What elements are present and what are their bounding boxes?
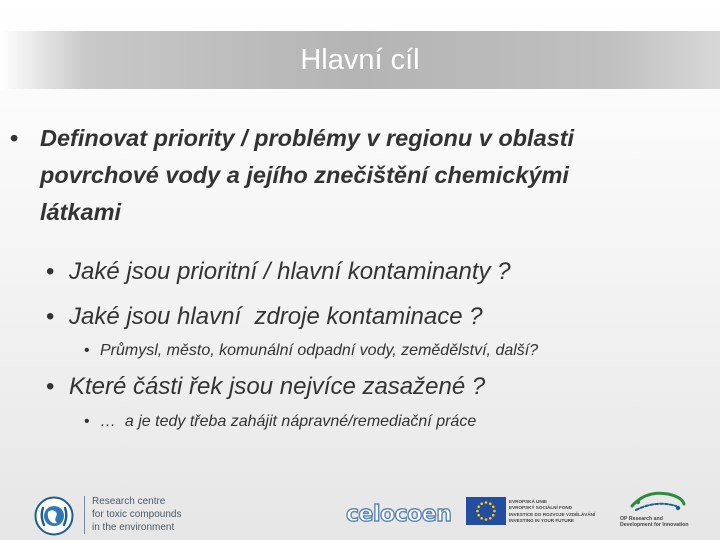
bullet-sub-3-text: Které části řek jsou nejvíce zasažené ? <box>69 373 486 400</box>
op-line-2: Development for Innovation <box>620 522 689 529</box>
bullet-dot: • <box>46 303 55 330</box>
celocoen-wordmark: celocoen <box>346 502 452 527</box>
eu-line-2: EVROPSKÝ SOCIÁLNÍ FOND <box>509 505 573 511</box>
bullet-dot: • <box>46 258 55 285</box>
eu-text <box>509 499 609 524</box>
recetox-divider <box>84 496 85 534</box>
bullet-main <box>10 120 650 231</box>
eu-line-3: INVESTICE DO ROZVOJE VZDĚLÁVÁNÍ <box>509 511 596 517</box>
recetox-globe-icon <box>34 496 74 536</box>
eu-logo <box>466 497 606 527</box>
bullet-dot: • <box>46 373 55 400</box>
celocoen-logo <box>346 500 452 530</box>
recetox-line-2: for toxic compounds <box>92 509 182 520</box>
recetox-logo <box>34 494 194 536</box>
bullet-sub-3-detail <box>84 411 476 433</box>
bullet-sub-2-detail-text: Průmysl, město, komunální odpadní vody, zemědělství, další? <box>100 342 539 359</box>
recetox-line-3: in the environment <box>92 522 175 533</box>
recetox-text <box>92 495 202 534</box>
eu-flag-icon <box>466 497 506 525</box>
bullet-sub-2 <box>46 302 483 332</box>
bullet-sub-3 <box>46 372 485 402</box>
recetox-line-1: Research centre <box>92 496 166 507</box>
bullet-dot: • <box>84 342 90 359</box>
bullet-sub-1-text: Jaké jsou prioritní / hlavní kontaminanty ? <box>69 258 511 285</box>
slide-title-text: Hlavní cíl <box>300 44 420 76</box>
bullet-main-text: Definovat priority / problémy v regionu v oblasti povrchové vody a jejího znečištění chemickými látkami <box>40 125 575 225</box>
bullet-dot: • <box>84 413 90 430</box>
bullet-sub-1 <box>46 257 511 287</box>
bullet-sub-2-detail <box>84 340 538 362</box>
bullet-sub-3-detail-text: … a je tedy třeba zahájit nápravné/remediační práce <box>100 413 477 430</box>
op-swoosh-icon <box>626 488 690 514</box>
bullet-sub-2-text: Jaké jsou hlavní zdroje kontaminace ? <box>69 303 483 330</box>
eu-line-4: INVESTING IN YOUR FUTURE <box>509 517 574 523</box>
eu-line-1: EVROPSKÁ UNIE <box>509 499 548 504</box>
bullet-dot: • <box>10 125 19 151</box>
op-text <box>620 516 710 528</box>
op-line-1: OP Research and <box>620 516 663 522</box>
op-vavpi-logo <box>612 488 712 536</box>
